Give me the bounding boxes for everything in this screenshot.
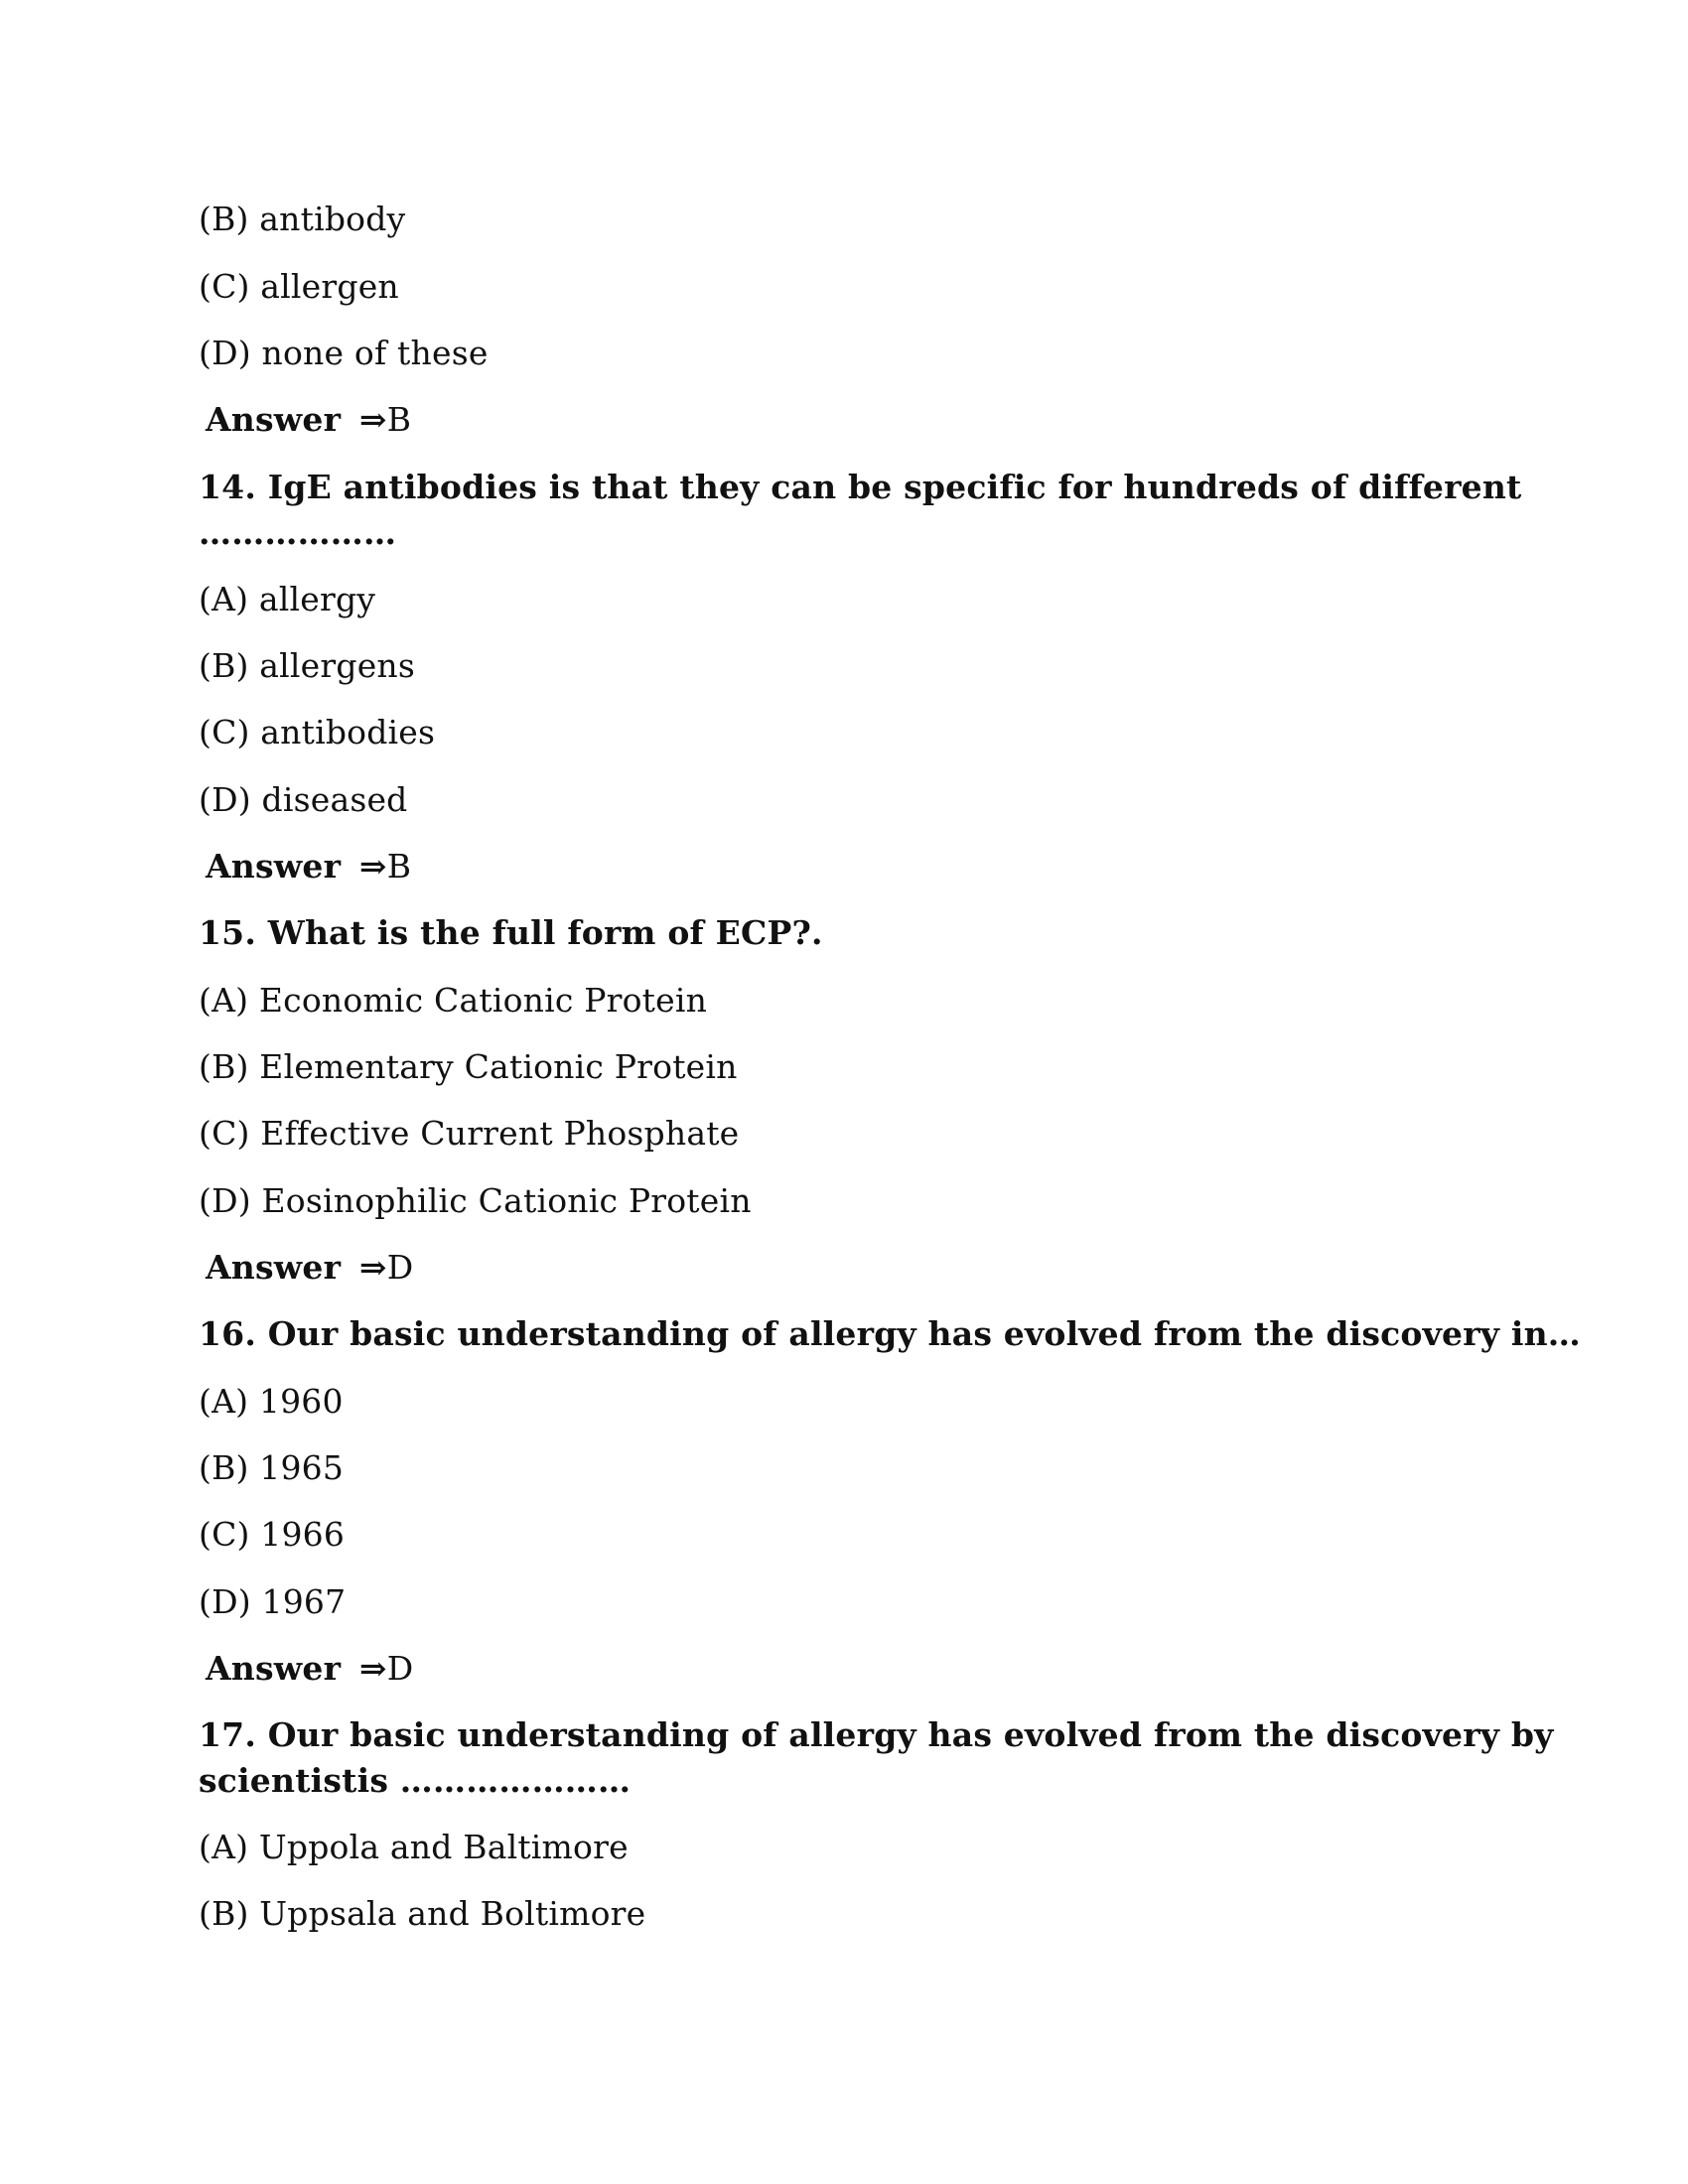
- q15-option-c: (C) Effective Current Phosphate: [199, 1114, 740, 1153]
- q14-option-d: (D) diseased: [199, 780, 408, 819]
- q13-option-d: (D) none of these: [199, 334, 489, 372]
- answer-arrow: ⇒: [358, 1649, 387, 1688]
- q17-option-a: (A) Uppola and Baltimore: [199, 1828, 629, 1866]
- q13-option-c: (C) allergen: [199, 267, 399, 306]
- answer-label: Answer: [206, 847, 342, 886]
- answer-value: D: [386, 1649, 414, 1688]
- q15-question: 15. What is the full form of ECP?.: [199, 913, 823, 952]
- q13-option-b: (B) antibody: [199, 200, 406, 238]
- q14-option-c: (C) antibodies: [199, 713, 436, 751]
- q14-option-a: (A) allergy: [199, 580, 376, 618]
- answer-arrow: ⇒: [358, 400, 387, 439]
- q16-question: 16. Our basic understanding of allergy has evolved from the discovery in…: [199, 1314, 1581, 1353]
- q15-option-b: (B) Elementary Cationic Protein: [199, 1047, 738, 1086]
- q17-option-b: (B) Uppsala and Boltimore: [199, 1894, 646, 1933]
- answer-label: Answer: [206, 1649, 342, 1688]
- q16-answer: [206, 1646, 413, 1692]
- q16-option-b: (B) 1965: [199, 1448, 345, 1487]
- answer-value: D: [386, 1248, 414, 1287]
- answer-value: B: [386, 847, 412, 886]
- q14-question-line2: ………………: [199, 513, 397, 552]
- answer-label: Answer: [206, 400, 342, 439]
- q17-question-line2: scientistis …………………: [199, 1761, 632, 1800]
- q14-answer: [206, 844, 411, 889]
- answer-arrow: ⇒: [358, 847, 387, 886]
- q15-option-a: (A) Economic Cationic Protein: [199, 981, 708, 1020]
- q14-question-line1: 14. IgE antibodies is that they can be specific for hundreds of different: [199, 468, 1522, 506]
- answer-value: B: [386, 400, 412, 439]
- q16-option-c: (C) 1966: [199, 1515, 346, 1554]
- answer-label: Answer: [206, 1248, 342, 1287]
- q14-option-b: (B) allergens: [199, 646, 416, 685]
- q15-answer: [206, 1245, 413, 1291]
- q17-question-line1: 17. Our basic understanding of allergy has evolved from the discovery by: [199, 1715, 1554, 1754]
- q16-option-a: (A) 1960: [199, 1382, 344, 1421]
- q15-option-d: (D) Eosinophilic Cationic Protein: [199, 1181, 752, 1220]
- answer-arrow: ⇒: [358, 1248, 387, 1287]
- q13-answer: [206, 397, 411, 443]
- q16-option-d: (D) 1967: [199, 1582, 347, 1621]
